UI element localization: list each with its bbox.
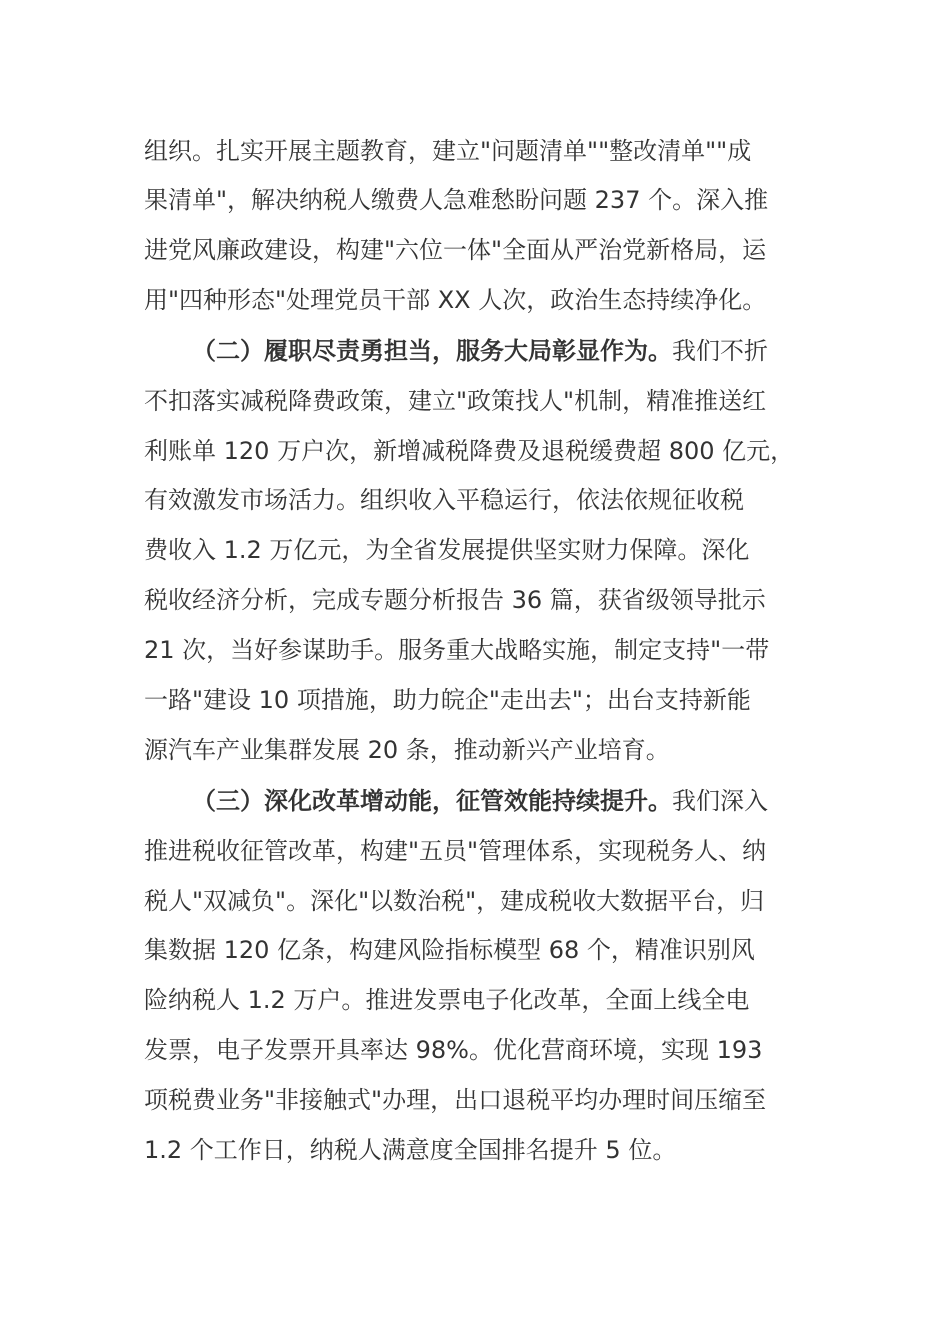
paragraph-line: 费收入 1.2 万亿元，为全省发展提供坚实财力保障。深化 (144, 536, 750, 564)
section-3-heading: （三）深化改革增动能，征管效能持续提升。 (192, 787, 672, 815)
paragraph-line: 用"四种形态"处理党员干部 XX 人次，政治生态持续净化。 (144, 286, 767, 314)
section-3-first-line-text: 我们深入 (672, 787, 768, 815)
paragraph-line: 有效激发市场活力。组织收入平稳运行，依法依规征收税 (144, 486, 744, 514)
section-2-first-line (192, 336, 768, 366)
paragraph-line: 发票，电子发票开具率达 98%。优化营商环境，实现 193 (144, 1036, 763, 1064)
paragraph-line: 进党风廉政建设，构建"六位一体"全面从严治党新格局，运 (144, 236, 767, 264)
paragraph-line: 利账单 120 万户次，新增减税降费及退税缓费超 800 亿元， (144, 437, 795, 465)
section-2-heading: （二）履职尽责勇担当，服务大局彰显作为。 (192, 337, 672, 365)
paragraph-line: 不扣落实减税降费政策，建立"政策找人"机制，精准推送红 (144, 387, 767, 415)
paragraph-line: 果清单"，解决纳税人缴费人急难愁盼问题 237 个。深入推 (144, 186, 769, 214)
paragraph-line: 21 次，当好参谋助手。服务重大战略实施，制定支持"一带 (144, 636, 770, 664)
paragraph-line: 一路"建设 10 项措施，助力皖企"走出去"；出台支持新能 (144, 686, 751, 714)
paragraph-line: 组织。扎实开展主题教育，建立"问题清单""整改清单""成 (144, 137, 752, 165)
section-3-first-line (192, 786, 768, 816)
paragraph-line: 推进税收征管改革，构建"五员"管理体系，实现税务人、纳 (144, 837, 767, 865)
paragraph-line: 集数据 120 亿条，构建风险指标模型 68 个，精准识别风 (144, 936, 755, 964)
paragraph-line: 项税费业务"非接触式"办理，出口退税平均办理时间压缩至 (144, 1086, 767, 1114)
paragraph-line: 税收经济分析，完成专题分析报告 36 篇，获省级领导批示 (144, 586, 766, 614)
section-2-first-line-text: 我们不折 (672, 337, 768, 365)
paragraph-line: 税人"双减负"。深化"以数治税"，建成税收大数据平台，归 (144, 887, 765, 915)
paragraph-line: 源汽车产业集群发展 20 条，推动新兴产业培育。 (144, 736, 670, 764)
paragraph-line: 险纳税人 1.2 万户。推进发票电子化改革，全面上线全电 (144, 986, 750, 1014)
paragraph-line: 1.2 个工作日，纳税人满意度全国排名提升 5 位。 (144, 1136, 677, 1164)
